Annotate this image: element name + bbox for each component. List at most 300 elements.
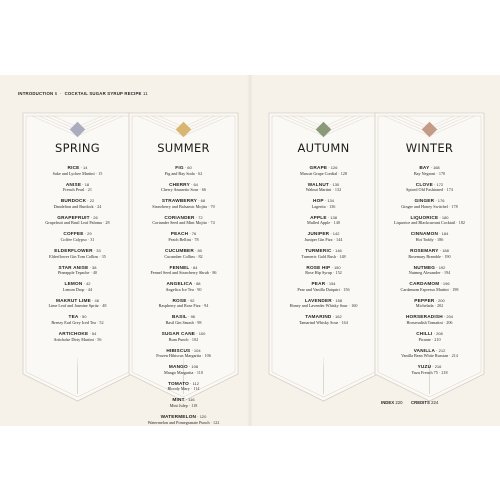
ingredient-name: ROSEMARY xyxy=(410,247,439,253)
recipe-page: · 152 xyxy=(331,270,342,276)
ingredient-page: · 64 xyxy=(189,181,198,187)
recipe-entry[interactable] xyxy=(374,237,485,242)
ingredient-name: GRAPE xyxy=(309,165,328,170)
ingredient-name: COFFEE xyxy=(63,231,84,237)
ingredient-page: · 180 xyxy=(438,214,449,220)
ingredient-name: HOP xyxy=(313,198,324,204)
recipe-name: Pineapple Tepache xyxy=(57,270,90,276)
recipe-entry[interactable] xyxy=(374,270,485,275)
recipe-entry[interactable] xyxy=(268,220,379,225)
ingredient-name: CUCUMBER xyxy=(165,247,194,253)
recipe-entry[interactable] xyxy=(374,353,485,358)
recipe-name: Cardamom Espresso Martini xyxy=(400,286,449,292)
recipe-page: · 218 xyxy=(437,369,448,375)
ingredient-page: · 112 xyxy=(189,380,199,386)
recipe-page: · 194 xyxy=(440,270,451,276)
ingredient-page: · 168 xyxy=(429,165,440,170)
recipe-name: Rosemary Bramble xyxy=(408,253,441,259)
recipe-page: · 160 xyxy=(347,303,358,309)
ingredient-entry[interactable] xyxy=(128,311,239,325)
recipe-entry[interactable] xyxy=(128,204,239,209)
ingredient-page: · 22 xyxy=(86,198,95,204)
recipe-entry[interactable] xyxy=(268,270,379,275)
ingredient-page: · 162 xyxy=(331,314,342,320)
recipe-entry[interactable] xyxy=(22,320,133,325)
season-card-autumn xyxy=(268,112,379,402)
recipe-name: Basil Gin Smash xyxy=(165,319,194,325)
recipe-page: · 52 xyxy=(95,319,104,325)
ingredient-entry[interactable] xyxy=(374,278,485,292)
recipe-name: Bay Negroni xyxy=(413,170,436,176)
ingredient-page: · 176 xyxy=(434,198,445,204)
recipe-name: Bloody Mary xyxy=(167,386,190,392)
ingredient-name: HIBISCUS xyxy=(166,347,191,353)
recipe-page: · 90 xyxy=(193,286,202,292)
recipe-name: Liquorice and Blackcurrant Cocktail xyxy=(393,220,456,226)
ingredient-entry[interactable] xyxy=(128,378,239,392)
ingredient-page: · 29 xyxy=(83,231,92,237)
ingredient-page: · 84 xyxy=(189,264,198,270)
season-card-winter xyxy=(374,112,485,402)
ingredient-name: CORIANDER xyxy=(164,214,195,220)
ingredient-name: CHERRY xyxy=(169,181,190,187)
ingredient-name: FIG xyxy=(175,165,184,170)
ingredient-name: MINT xyxy=(172,397,185,403)
recipe-page: · 136 xyxy=(325,203,336,209)
ingredient-entry[interactable] xyxy=(128,195,239,209)
recipe-entry[interactable] xyxy=(22,254,133,259)
ingredient-name: PEPPER xyxy=(414,297,435,303)
recipe-page: · 102 xyxy=(188,336,199,342)
ingredient-name: TAMARIND xyxy=(305,314,332,320)
recipe-entry[interactable] xyxy=(268,171,379,176)
ingredient-entry[interactable] xyxy=(374,162,485,176)
ingredient-name: JUNIPER xyxy=(307,231,330,237)
recipe-page: · 164 xyxy=(338,319,348,325)
recipe-name: Elderflower Gin Tom Collins xyxy=(49,253,99,259)
recipe-name: Hot Toddy xyxy=(415,236,434,242)
recipe-entry[interactable] xyxy=(22,204,133,209)
recipe-entry[interactable] xyxy=(22,337,133,342)
ingredient-page: · 184 xyxy=(438,231,449,237)
ingredient-list xyxy=(22,162,133,342)
recipe-page: · 210 xyxy=(430,336,441,342)
ingredient-entry[interactable] xyxy=(22,228,133,242)
ingredient-entry[interactable] xyxy=(374,212,485,226)
nav-link-sugar-syrup[interactable]: COCKTAIL SUGAR SYRUP RECIPE 11 xyxy=(64,91,148,96)
recipe-name: Strawberry and Balsamic Mojito xyxy=(152,203,208,209)
ingredient-name: LIQUORICE xyxy=(410,214,439,220)
recipe-name: Dandelion and Burdock xyxy=(53,203,94,209)
recipe-entry[interactable] xyxy=(128,270,239,275)
ingredient-page: · 158 xyxy=(331,297,343,303)
recipe-page: · 174 xyxy=(443,187,453,193)
ingredient-entry[interactable] xyxy=(374,295,485,309)
recipe-page: · 94 xyxy=(200,303,209,309)
recipe-page: · 74 xyxy=(206,220,215,226)
recipe-entry[interactable] xyxy=(22,270,133,275)
ingredient-name: TURMERIC xyxy=(305,247,332,253)
ingredient-page: · 150 xyxy=(330,264,341,270)
recipe-page: · 170 xyxy=(435,170,446,176)
top-navigation: INTRODUCTION 6 · COCKTAIL SUGAR SYRUP RECIPE 11 xyxy=(18,91,148,96)
ingredient-list xyxy=(374,162,485,375)
recipe-name: Tamarind Whisky Sour xyxy=(299,319,339,325)
ingredient-page: · 26 xyxy=(89,214,98,220)
recipe-name: Angelica Ice Tea xyxy=(165,286,194,292)
ingredient-name: LEMON xyxy=(64,281,83,287)
recipe-entry[interactable] xyxy=(374,370,485,375)
nav-link-introduction[interactable]: INTRODUCTION 6 xyxy=(18,91,58,96)
ingredient-page: · 154 xyxy=(325,281,336,287)
ingredient-entry[interactable] xyxy=(374,311,485,325)
recipe-entry[interactable] xyxy=(128,403,239,408)
ingredient-page: · 126 xyxy=(327,165,338,170)
recipe-entry[interactable] xyxy=(268,254,379,259)
ingredient-entry[interactable] xyxy=(22,179,133,193)
recipe-page: · 40 xyxy=(89,270,98,276)
ingredient-name: HORSERADISH xyxy=(405,314,443,320)
recipe-page: · 186 xyxy=(433,236,444,242)
nav-link-credits[interactable]: CREDITS 224 xyxy=(411,400,439,405)
ingredient-page: · 120 xyxy=(196,413,207,419)
recipe-entry[interactable] xyxy=(374,337,485,342)
ingredient-page: · 72 xyxy=(194,214,203,220)
ingredient-page: · 14 xyxy=(79,165,88,170)
recipe-page: · 206 xyxy=(442,319,453,325)
ingredient-page: · 80 xyxy=(193,247,202,253)
recipe-entry[interactable] xyxy=(268,287,379,292)
recipe-name: Spiced Old Fashioned xyxy=(406,187,444,193)
ingredient-page: · 92 xyxy=(186,297,195,303)
ingredient-page: · 68 xyxy=(197,198,206,204)
season-title: SUMMER xyxy=(157,141,210,155)
page-fold xyxy=(247,75,253,426)
nav-link-index[interactable]: INDEX 220 xyxy=(381,400,403,405)
ingredient-name: CLOVE xyxy=(415,181,433,187)
ingredient-entry[interactable] xyxy=(128,411,239,425)
ingredient-entry[interactable] xyxy=(128,228,239,242)
ingredient-name: YUZU xyxy=(417,364,432,370)
ingredient-entry[interactable] xyxy=(268,311,379,325)
recipe-page: · 35 xyxy=(98,253,106,259)
ingredient-entry[interactable] xyxy=(268,195,379,209)
ingredient-name: BURDOCK xyxy=(60,198,87,204)
ingredient-name: CARDAMOM xyxy=(409,281,440,287)
recipe-entry[interactable] xyxy=(374,254,485,259)
recipe-page: · 28 xyxy=(101,220,110,226)
recipe-name: Rose Hip Syrup xyxy=(305,270,332,276)
recipe-name: Honey and Lavender Whisky Sour xyxy=(289,303,348,309)
ingredient-name: NUTMEG xyxy=(413,264,436,270)
recipe-entry[interactable] xyxy=(128,420,239,425)
ingredient-entry[interactable] xyxy=(128,295,239,309)
ingredient-entry[interactable] xyxy=(22,328,133,342)
recipe-entry[interactable] xyxy=(374,220,485,225)
recipe-entry[interactable] xyxy=(128,370,239,375)
recipe-name: Coffee Calypso xyxy=(60,236,87,242)
recipe-page: · 106 xyxy=(201,353,211,359)
ingredient-entry[interactable] xyxy=(22,311,133,325)
ingredient-name: TOMATO xyxy=(168,380,190,386)
ingredient-name: ELDERFLOWER xyxy=(54,247,93,253)
recipe-page: · 156 xyxy=(339,286,350,292)
recipe-page: · 78 xyxy=(190,236,199,242)
ingredient-list xyxy=(128,162,239,425)
ingredient-entry[interactable] xyxy=(22,245,133,259)
ingredient-page: · 38 xyxy=(88,264,97,270)
recipe-entry[interactable] xyxy=(268,187,379,192)
ingredient-entry[interactable] xyxy=(128,212,239,226)
recipe-entry[interactable] xyxy=(22,303,133,308)
ingredient-name: GRAPEFRUIT xyxy=(57,214,90,220)
season-card-summer xyxy=(128,112,239,425)
ingredient-page: · 204 xyxy=(442,314,454,320)
recipe-entry[interactable] xyxy=(268,237,379,242)
recipe-entry[interactable] xyxy=(374,320,485,325)
ingredient-list xyxy=(268,162,379,325)
ingredient-entry[interactable] xyxy=(374,328,485,342)
season-title: SPRING xyxy=(55,141,100,155)
recipe-name: Breezy Earl Grey Iced Tea xyxy=(51,319,96,325)
recipe-entry[interactable] xyxy=(128,171,239,176)
recipe-page: · 48 xyxy=(98,303,107,309)
recipe-name: Ginger and Honey Switchel xyxy=(401,203,448,209)
recipe-page: · 198 xyxy=(448,286,459,292)
recipe-page: · 202 xyxy=(433,303,444,309)
recipe-entry[interactable] xyxy=(268,204,379,209)
ingredient-name: STAR ANISE xyxy=(58,264,89,270)
ingredient-page: · 138 xyxy=(326,214,337,220)
recipe-name: Grapefruit and Basil Leaf Paloma xyxy=(45,220,102,226)
ingredient-entry[interactable] xyxy=(374,262,485,276)
ingredient-page: · 88 xyxy=(192,281,201,287)
ingredient-name: CINNAMON xyxy=(410,231,439,237)
ingredient-name: VANILLA xyxy=(413,347,436,353)
ingredient-name: TEA xyxy=(68,314,79,320)
ingredient-name: PEACH xyxy=(170,231,189,237)
ingredient-entry[interactable] xyxy=(268,228,379,242)
ingredient-entry[interactable] xyxy=(22,212,133,226)
ingredient-name: ROSE HIP xyxy=(306,264,331,270)
recipe-name: Lemon Drop xyxy=(62,286,85,292)
recipe-page: · 21 xyxy=(84,187,92,193)
ingredient-page: · 188 xyxy=(438,247,449,253)
ingredient-entry[interactable] xyxy=(374,361,485,375)
ingredient-entry[interactable] xyxy=(22,262,133,276)
recipe-entry[interactable] xyxy=(128,320,239,325)
recipe-entry[interactable] xyxy=(22,237,133,242)
ingredient-entry[interactable] xyxy=(268,212,379,226)
season-title: WINTER xyxy=(405,141,454,155)
ingredient-name: ANGELICA xyxy=(166,281,193,287)
ingredient-page: · 216 xyxy=(431,364,442,370)
recipe-entry[interactable] xyxy=(128,187,239,192)
ingredient-page: · 76 xyxy=(188,231,197,237)
recipe-entry[interactable] xyxy=(22,187,133,192)
ingredient-entry[interactable] xyxy=(268,162,379,176)
recipe-page: · 70 xyxy=(207,203,215,209)
recipe-entry[interactable] xyxy=(22,171,133,176)
recipe-entry[interactable] xyxy=(128,386,239,391)
ingredient-page: · 196 xyxy=(439,281,450,287)
ingredient-page: · 104 xyxy=(190,347,201,353)
ingredient-entry[interactable] xyxy=(128,278,239,292)
ingredient-name: ROSE xyxy=(172,297,187,303)
ingredient-name: ARTICHOKE xyxy=(58,330,89,336)
ingredient-entry[interactable] xyxy=(374,345,485,359)
recipe-name: Vanilla Bean White Russian xyxy=(401,353,449,359)
recipe-name: Turmeric Gold Rush xyxy=(301,253,336,259)
recipe-entry[interactable] xyxy=(374,171,485,176)
recipe-name: Horseradish Tomatini xyxy=(406,319,443,325)
recipe-page: · 44 xyxy=(84,286,93,292)
ingredient-page: · 60 xyxy=(183,165,192,170)
ingredient-page: · 208 xyxy=(432,330,443,336)
recipe-name: French Pearl xyxy=(63,187,85,193)
ingredient-entry[interactable] xyxy=(22,278,133,292)
ingredient-page: · 50 xyxy=(78,314,87,320)
recipe-name: Pear and Vanilla Daiquiri xyxy=(297,286,340,292)
recipe-page: · 24 xyxy=(93,203,102,209)
ingredient-page: · 100 xyxy=(195,330,206,336)
ingredient-page: · 146 xyxy=(331,247,342,253)
recipe-name: Walnut Martini xyxy=(305,187,332,193)
recipe-entry[interactable] xyxy=(268,320,379,325)
recipe-name: Juniper Gin Fizz xyxy=(304,236,333,242)
recipe-name: Artichoke Dirty Martini xyxy=(53,336,94,342)
ingredient-page: · 200 xyxy=(434,297,445,303)
recipe-page: · 182 xyxy=(455,220,466,226)
ingredient-name: ANISE xyxy=(65,181,82,187)
recipe-name: Lime Leaf and Jasmine Spritz xyxy=(48,303,99,309)
ingredient-entry[interactable] xyxy=(128,394,239,408)
recipe-page: · 144 xyxy=(332,236,343,242)
ingredient-name: SUGAR CANE xyxy=(161,330,196,336)
ingredient-page: · 130 xyxy=(329,181,340,187)
recipe-entry[interactable] xyxy=(374,287,485,292)
ingredient-entry[interactable] xyxy=(268,262,379,276)
ingredient-name: PEAR xyxy=(311,281,326,287)
recipe-page: · 122 xyxy=(209,419,220,425)
recipe-name: Fig and Bay Soda xyxy=(164,170,195,176)
recipe-name: Nutmeg Alexander xyxy=(408,270,441,276)
recipe-entry[interactable] xyxy=(22,220,133,225)
recipe-page: · 148 xyxy=(335,253,346,259)
recipe-page: · 114 xyxy=(189,386,200,392)
ingredient-entry[interactable] xyxy=(128,262,239,276)
ingredient-entry[interactable] xyxy=(374,195,485,209)
recipe-page: · 178 xyxy=(447,203,458,209)
ingredient-entry[interactable] xyxy=(128,361,239,375)
ingredient-entry[interactable] xyxy=(128,245,239,259)
ingredient-entry[interactable] xyxy=(268,295,379,309)
ingredient-page: · 172 xyxy=(432,181,444,187)
recipe-page: · 82 xyxy=(194,253,203,259)
recipe-entry[interactable] xyxy=(268,303,379,308)
recipe-entry[interactable] xyxy=(128,287,239,292)
recipe-name: Picante xyxy=(418,336,431,342)
ingredient-entry[interactable] xyxy=(128,162,239,176)
recipe-page: · 56 xyxy=(93,336,102,342)
ingredient-entry[interactable] xyxy=(22,195,133,209)
recipe-entry[interactable] xyxy=(128,220,239,225)
ingredient-entry[interactable] xyxy=(22,295,133,309)
recipe-page: · 128 xyxy=(337,170,347,176)
recipe-page: · 62 xyxy=(194,170,203,176)
recipe-entry[interactable] xyxy=(22,287,133,292)
ingredient-name: WALNUT xyxy=(307,181,329,187)
ingredient-page: · 116 xyxy=(184,397,195,403)
ingredient-entry[interactable] xyxy=(128,179,239,193)
ingredient-entry[interactable] xyxy=(374,179,485,193)
ingredient-page: · 212 xyxy=(435,347,446,353)
ingredient-name: RICE xyxy=(67,165,80,170)
recipe-name: Cherry Amaretto Sour xyxy=(161,187,199,193)
ingredient-page: · 142 xyxy=(329,231,340,237)
ingredient-page: · 42 xyxy=(82,281,91,287)
ingredient-name: GINGER xyxy=(414,198,435,204)
season-card-spring xyxy=(22,112,133,402)
ingredient-name: MANGO xyxy=(168,364,188,370)
recipe-entry[interactable] xyxy=(374,187,485,192)
ingredient-page: · 192 xyxy=(435,264,446,270)
ingredient-entry[interactable] xyxy=(374,245,485,259)
recipe-page: · 118 xyxy=(187,402,198,408)
recipe-name: Michelada xyxy=(415,303,434,309)
ingredient-entry[interactable] xyxy=(268,278,379,292)
season-title: AUTUMN xyxy=(297,141,350,155)
recipe-page: · 66 xyxy=(198,187,206,193)
ingredient-name: BAY xyxy=(419,165,430,170)
recipe-name: Frozen Hibiscus Margarita xyxy=(156,353,202,359)
ingredient-page: · 18 xyxy=(81,181,90,187)
recipe-name: Sake and Lychee Martini xyxy=(52,170,95,176)
recipe-name: Mint Julep xyxy=(169,402,188,408)
ingredient-page: · 96 xyxy=(187,314,196,320)
ingredient-name: APPLE xyxy=(310,214,327,220)
recipe-entry[interactable] xyxy=(374,303,485,308)
recipe-entry[interactable] xyxy=(128,303,239,308)
recipe-page: · 214 xyxy=(448,353,458,359)
recipe-name: Lagerita xyxy=(311,203,326,209)
ingredient-name: LAVENDER xyxy=(304,297,332,303)
ingredient-entry[interactable] xyxy=(128,345,239,359)
ingredient-entry[interactable] xyxy=(374,228,485,242)
recipe-entry[interactable] xyxy=(128,337,239,342)
recipe-page: · 110 xyxy=(193,369,203,375)
recipe-entry[interactable] xyxy=(374,204,485,209)
recipe-name: Mulled Apple xyxy=(307,220,331,226)
ingredient-entry[interactable] xyxy=(128,328,239,342)
recipe-entry[interactable] xyxy=(128,237,239,242)
recipe-page: · 31 xyxy=(86,236,95,242)
recipe-entry[interactable] xyxy=(128,254,239,259)
ingredient-entry[interactable] xyxy=(268,245,379,259)
ingredient-entry[interactable] xyxy=(268,179,379,193)
ingredient-name: CHILLI xyxy=(416,330,433,336)
recipe-page: · 15 xyxy=(94,170,103,176)
ingredient-name: WATERMELON xyxy=(160,413,197,419)
recipe-name: Coriander Seed and Mint Mojito xyxy=(152,220,207,226)
recipe-name: Fennel Seed and Strawberry Shrub xyxy=(150,270,209,276)
ingredient-entry[interactable] xyxy=(22,162,133,176)
ingredient-page: · 46 xyxy=(91,297,100,303)
recipe-name: Watermelon and Pomegranate Punch xyxy=(147,419,210,425)
ingredient-page: · 54 xyxy=(88,330,97,336)
recipe-entry[interactable] xyxy=(128,353,239,358)
ingredient-name: MAKRUT LIME xyxy=(55,297,91,303)
